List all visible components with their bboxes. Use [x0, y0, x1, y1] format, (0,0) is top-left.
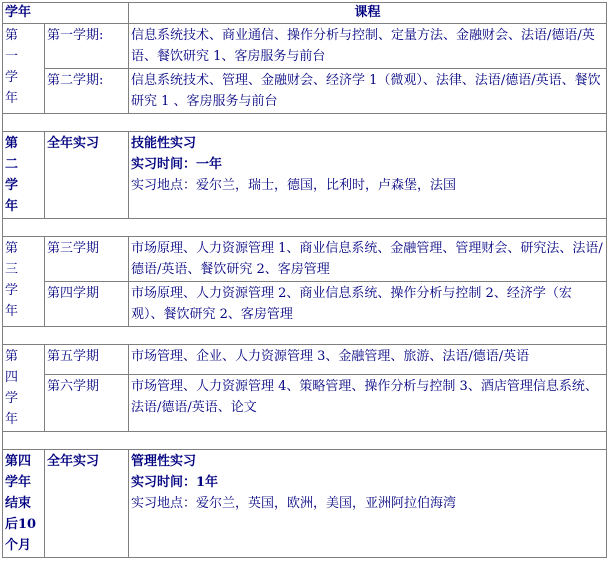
semester-label: 第六学期	[45, 375, 129, 432]
separator	[3, 327, 607, 345]
year1-sem1-row	[3, 24, 607, 69]
year2-label: 第 二 学 年	[3, 132, 45, 219]
semester-label: 第三学期	[45, 237, 129, 282]
internship-details	[129, 132, 607, 219]
year4-sem5-row	[3, 345, 607, 375]
separator	[3, 114, 607, 132]
semester-label: 第五学期	[45, 345, 129, 375]
year4-sem6-row	[3, 375, 607, 432]
year1-label: 第 一 学 年	[3, 24, 45, 114]
internship-title: 管理性实习	[131, 454, 197, 469]
semester-label: 第二学期:	[45, 69, 129, 114]
separator	[3, 432, 607, 450]
separator	[3, 219, 607, 237]
internship-period: 全年实习	[45, 132, 129, 219]
semester-courses: 信息系统技术、商业通信、操作分析与控制、定量方法、金融财会、法语/德语/英语、餐饮研究 1、客房服务与前台	[129, 24, 607, 69]
separator-row	[3, 114, 607, 132]
header-year: 学年	[3, 3, 129, 24]
semester-courses: 市场管理、企业、人力资源管理 3、金融管理、旅游、法语/德语/英语	[129, 345, 607, 375]
semester-courses: 市场原理、人力资源管理 1、商业信息系统、金融管理、管理财会、研究法、法语/德语/英语、餐饮研究 2、客房管理	[129, 237, 607, 282]
year3-sem4-row	[3, 282, 607, 327]
internship-title: 技能性实习	[131, 136, 197, 151]
internship-place: 实习地点：爱尔兰，英国，欧洲，美国，亚洲阿拉伯海湾	[131, 496, 457, 511]
year2-row	[3, 132, 607, 219]
header-course: 课程	[129, 3, 607, 24]
internship-time: 实习时间：1年	[131, 475, 219, 490]
header-row	[3, 3, 607, 24]
post-label: 第四 学年 结束 后10 个月	[3, 450, 45, 558]
year4-label: 第 四 学 年	[3, 345, 45, 432]
internship-time: 实习时间：一年	[131, 157, 223, 172]
separator-row	[3, 327, 607, 345]
semester-courses: 信息系统技术、管理、金融财会、经济学 1（微观）、法律、法语/德语/英语、餐饮研究 1 、客房服务与前台	[129, 69, 607, 114]
year3-sem3-row	[3, 237, 607, 282]
semester-courses: 市场管理、人力资源管理 4、策略管理、操作分析与控制 3、酒店管理信息系统、法语/德语/英语、论文	[129, 375, 607, 432]
post-row	[3, 450, 607, 558]
semester-label: 第一学期:	[45, 24, 129, 69]
separator-row	[3, 219, 607, 237]
semester-courses: 市场原理、人力资源管理 2、商业信息系统、操作分析与控制 2、经济学（宏观）、餐饮研究 2、客房管理	[129, 282, 607, 327]
year1-sem2-row	[3, 69, 607, 114]
year3-label: 第 三 学 年	[3, 237, 45, 327]
internship-details	[129, 450, 607, 558]
curriculum-table	[2, 2, 607, 558]
internship-place: 实习地点：爱尔兰，瑞士，德国，比利时，卢森堡，法国	[131, 178, 457, 193]
semester-label: 第四学期	[45, 282, 129, 327]
internship-period: 全年实习	[45, 450, 129, 558]
separator-row	[3, 432, 607, 450]
